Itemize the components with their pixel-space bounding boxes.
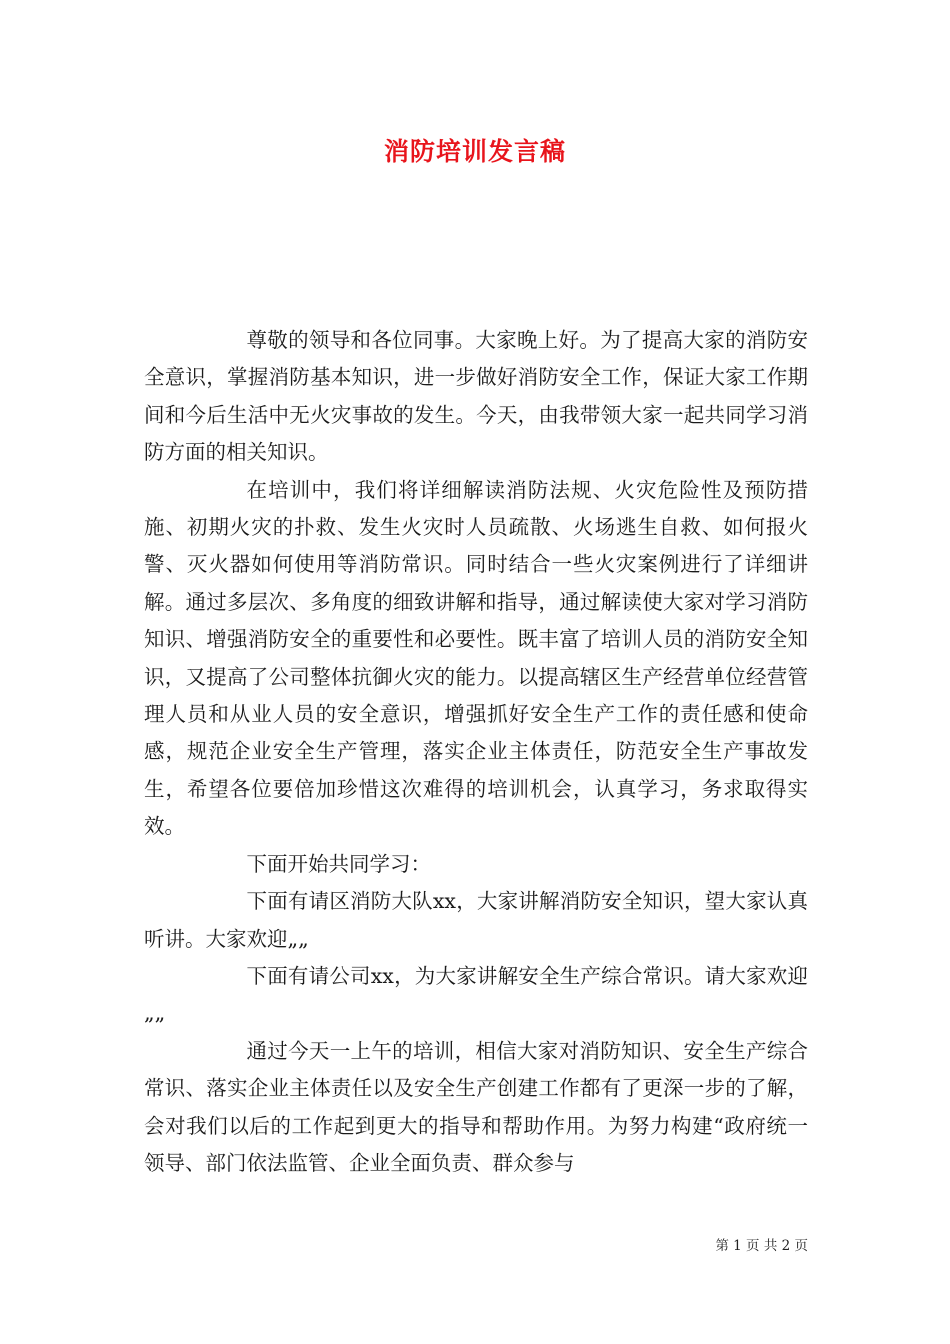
document-body (144, 322, 808, 1182)
paragraph-start-learning: 下面开始共同学习： (246, 851, 431, 876)
page-number-footer: 第 1 页 共 2 页 (715, 1238, 808, 1254)
paragraph-summary: 通过今天一上午的培训，相信大家对消防知识、安全生产综合常识、落实企业主体责任以及安全生产创建工作都有了更深一步的了解，会对我们以后的工作起到更大的指导和帮助作用。为努力构建“政府统一领导、部门依法监管、企业全面负责、群众参与 (144, 1038, 808, 1175)
paragraph-company-speaker: 下面有请公司xx，为大家讲解安全生产综合常识。请大家欢迎„„ (144, 963, 808, 1026)
paragraph-training-content: 在培训中，我们将详细解读消防法规、火灾危险性及预防措施、初期火灾的扑救、发生火灾时人员疏散、火场逃生自救、如何报火警、灭火器如何使用等消防常识。同时结合一些火灾案例进行了详细讲解。通过多层次、多角度的细致讲解和指导，通过解读使大家对学习消防知识、增强消防安全的重要性和必要性。既丰富了培训人员的消防安全知识，又提高了公司整体抗御火灾的能力。以提高辖区生产经营单位经营管理人员和从业人员的安全意识，增强抓好安全生产工作的责任感和使命感，规范企业安全生产管理，落实企业主体责任，防范安全生产事故发生，希望各位要倍加珍惜这次难得的培训机会，认真学习，务求取得实效。 (144, 477, 808, 839)
paragraph-fire-brigade-speaker: 下面有请区消防大队xx，大家讲解消防安全知识，望大家认真听讲。大家欢迎„„ (144, 889, 808, 951)
document-title: 消防培训发言稿 (383, 137, 566, 166)
paragraph-greeting: 尊敬的领导和各位同事。大家晚上好。为了提高大家的消防安全意识，掌握消防基本知识，进一步做好消防安全工作，保证大家工作期间和今后生活中无火灾事故的发生。今天，由我带领大家一起共同学习消防方面的相关知识。 (144, 328, 808, 465)
